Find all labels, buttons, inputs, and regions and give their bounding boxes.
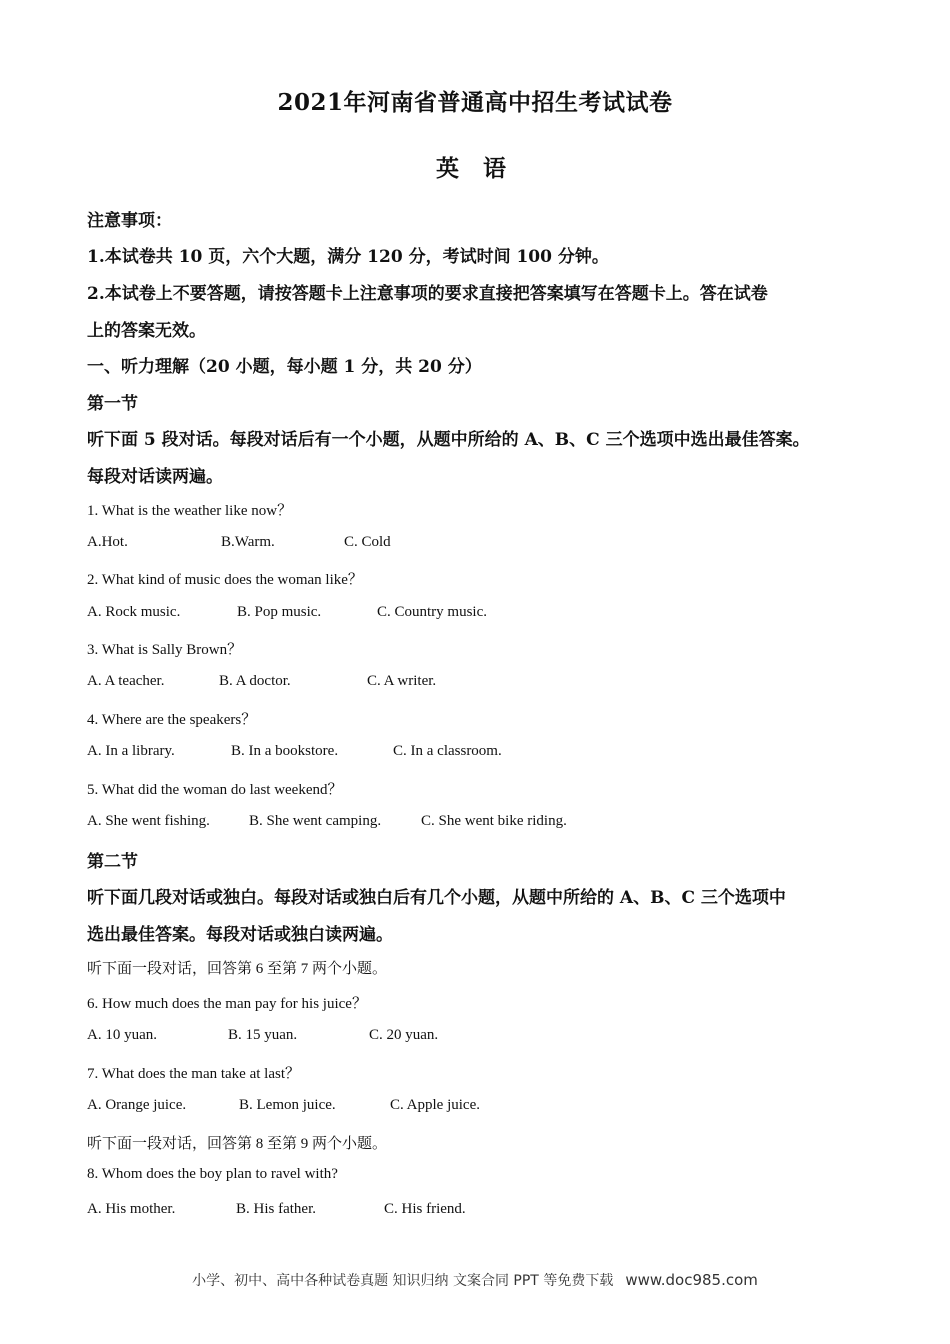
dialog-1-intro: 听下面一段对话，回答第 6 至第 7 两个小题。 bbox=[87, 961, 388, 977]
option-b: B. She went camping. bbox=[249, 813, 382, 829]
question-3: 3. What is Sally Brown？ bbox=[87, 642, 243, 658]
notice-item-2-line-2: 上的答案无效。 bbox=[87, 321, 206, 341]
part-2-instruction-line-1: 听下面几段对话或独白。每段对话或独白后有几个小题，从题中所给的 A、B、C 三个选项中 bbox=[87, 888, 786, 908]
question-1: 1. What is the weather like now？ bbox=[87, 503, 293, 519]
option-c: C. In a classroom. bbox=[393, 743, 502, 759]
option-c: C. 20 yuan. bbox=[369, 1027, 439, 1043]
option-b: B. A doctor. bbox=[219, 673, 291, 689]
question-7-options bbox=[87, 1097, 480, 1114]
part-1-instruction-line-1: 听下面 5 段对话。每段对话后有一个小题，从题中所给的 A、B、C 三个选项中选出最佳答案。 bbox=[87, 430, 810, 450]
option-a: A. Orange juice. bbox=[87, 1097, 187, 1113]
section-1-heading: 一、听力理解（20 小题，每小题 1 分，共 20 分） bbox=[87, 357, 482, 377]
page-footer bbox=[0, 1270, 950, 1290]
part-2-instruction-line-2: 选出最佳答案。每段对话或独白读两遍。 bbox=[87, 925, 393, 945]
question-4: 4. Where are the speakers？ bbox=[87, 712, 257, 728]
footer-text: 小学、初中、高中各种试卷真题 知识归纳 文案合同 PPT 等免费下载 bbox=[192, 1273, 614, 1289]
part-2-heading: 第二节 bbox=[87, 852, 138, 872]
question-5: 5. What did the woman do last weekend？ bbox=[87, 782, 343, 798]
option-a: A. She went fishing. bbox=[87, 813, 210, 829]
question-5-options bbox=[87, 813, 567, 830]
option-c: C. She went bike riding. bbox=[421, 813, 567, 829]
dialog-2-intro: 听下面一段对话，回答第 8 至第 9 两个小题。 bbox=[87, 1136, 388, 1152]
option-a: A. A teacher. bbox=[87, 673, 165, 689]
footer-url-link[interactable]: www.doc985.com bbox=[625, 1271, 758, 1289]
option-b: B. Lemon juice. bbox=[239, 1097, 336, 1113]
question-8: 8. Whom does the boy plan to ravel with? bbox=[87, 1166, 338, 1182]
option-c: C. A writer. bbox=[367, 673, 437, 689]
question-4-options bbox=[87, 743, 502, 760]
part-1-instruction-line-2: 每段对话读两遍。 bbox=[87, 467, 223, 487]
option-c: C. Cold bbox=[344, 534, 391, 550]
question-3-options bbox=[87, 673, 436, 690]
question-1-options bbox=[87, 534, 391, 551]
option-a: A. Rock music. bbox=[87, 604, 181, 620]
question-7: 7. What does the man take at last？ bbox=[87, 1066, 300, 1082]
option-a: A. His mother. bbox=[87, 1201, 176, 1217]
question-6: 6. How much does the man pay for his juice？ bbox=[87, 996, 367, 1012]
option-c: C. Apple juice. bbox=[390, 1097, 480, 1113]
option-a: A. 10 yuan. bbox=[87, 1027, 157, 1043]
notice-item-2-line-1: 2.本试卷上不要答题，请按答题卡上注意事项的要求直接把答案填写在答题卡上。答在试卷 bbox=[87, 284, 768, 304]
exam-title: 2021年河南省普通高中招生考试试卷 bbox=[277, 89, 673, 116]
option-a: A. In a library. bbox=[87, 743, 175, 759]
notice-heading: 注意事项： bbox=[87, 211, 172, 231]
option-b: B. In a bookstore. bbox=[231, 743, 339, 759]
option-b: B. Pop music. bbox=[237, 604, 322, 620]
option-c: C. Country music. bbox=[377, 604, 488, 620]
part-1-heading: 第一节 bbox=[87, 394, 138, 414]
option-c: C. His friend. bbox=[384, 1201, 466, 1217]
question-2-options bbox=[87, 604, 487, 621]
option-b: B. His father. bbox=[236, 1201, 316, 1217]
question-8-options bbox=[87, 1201, 466, 1218]
question-2: 2. What kind of music does the woman like？ bbox=[87, 572, 363, 588]
question-6-options bbox=[87, 1027, 438, 1044]
option-b: B.Warm. bbox=[221, 534, 275, 550]
option-a: A.Hot. bbox=[87, 534, 128, 550]
option-b: B. 15 yuan. bbox=[228, 1027, 298, 1043]
notice-item-1: 1.本试卷共 10 页，六个大题，满分 120 分，考试时间 100 分钟。 bbox=[87, 247, 609, 267]
subject-title: 英 语 bbox=[435, 155, 514, 182]
